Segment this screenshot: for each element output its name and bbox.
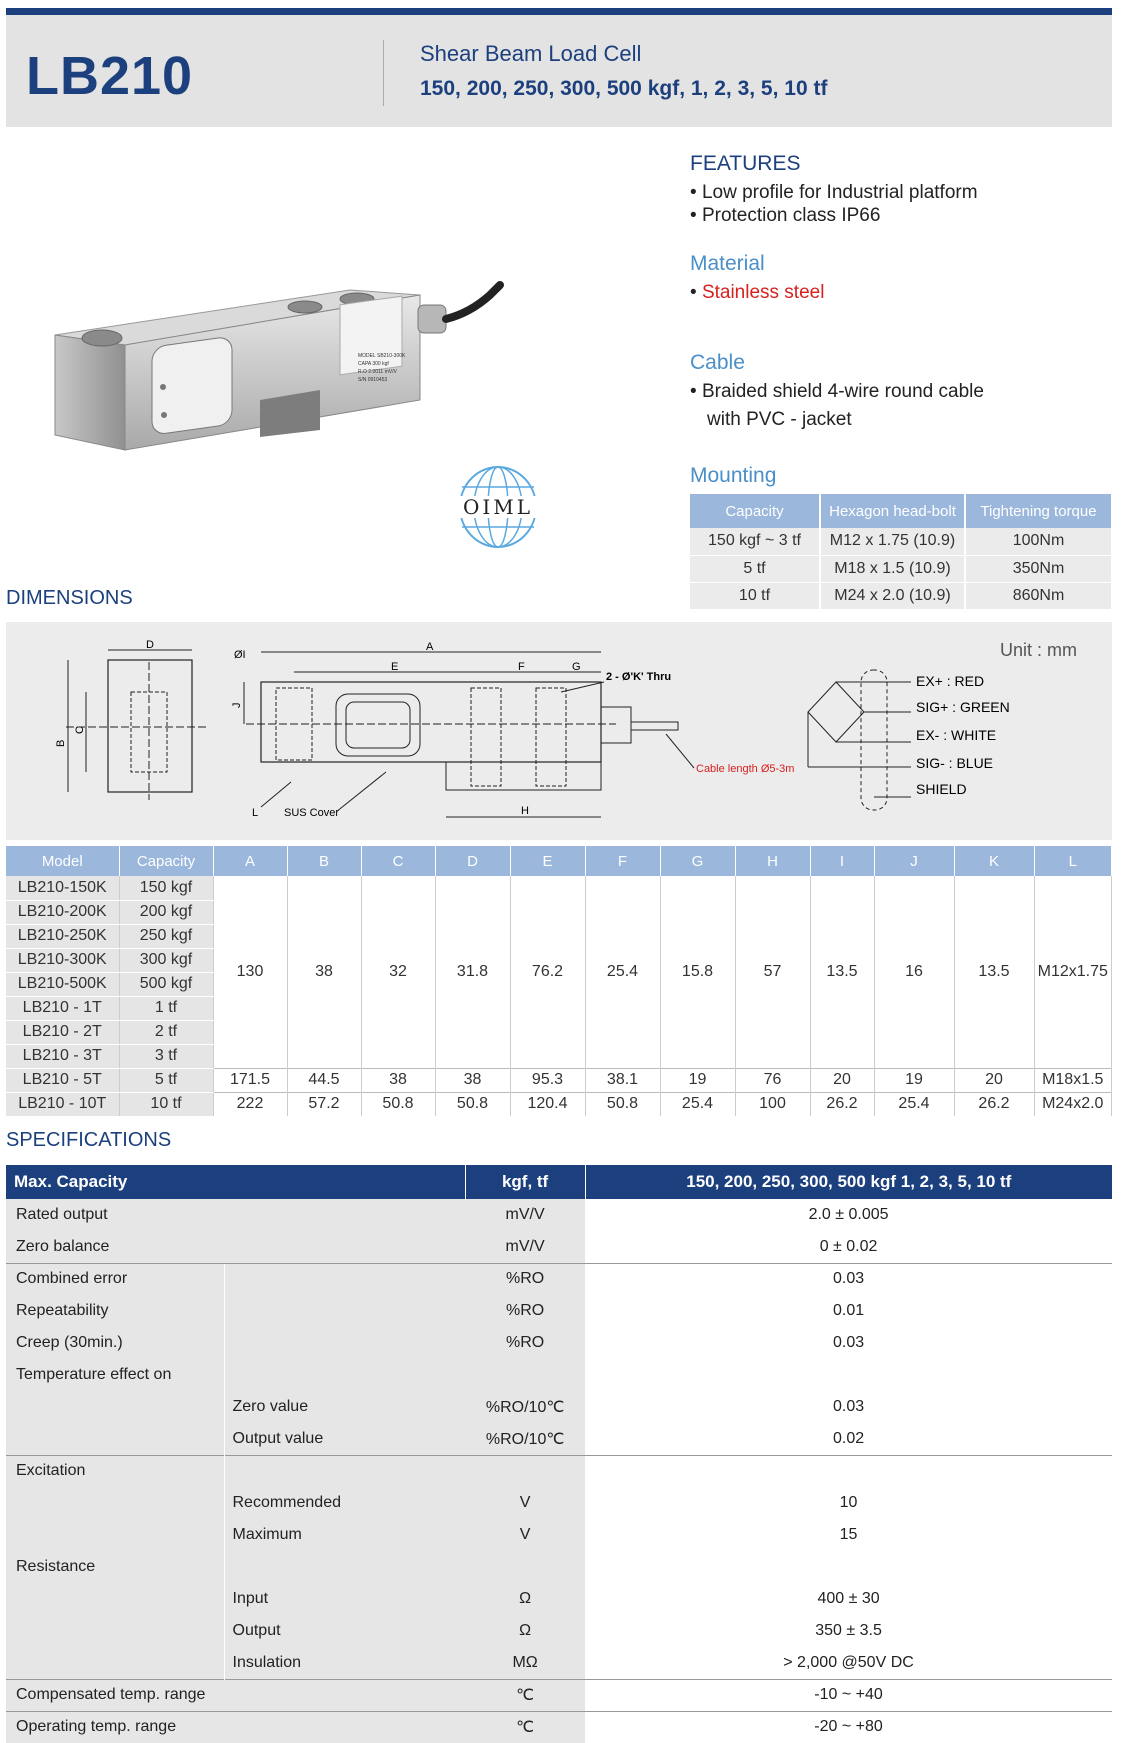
svg-text:ØI: ØI bbox=[234, 649, 246, 661]
table-row: LB210 - 5T 5 tf 171.5 44.5 38 38 95.3 38.1 19 76 20 19 20 M18x1.5 bbox=[6, 1068, 1112, 1092]
oiml-logo bbox=[450, 462, 546, 552]
col-g: G bbox=[660, 846, 735, 876]
mounting-table bbox=[690, 494, 1113, 610]
table-row: Output Ω 350 ± 3.5 bbox=[6, 1615, 1112, 1647]
table-row bbox=[690, 528, 1112, 555]
svg-text:B: B bbox=[55, 739, 67, 747]
label-line-3: R.O 2.0011 mV/V bbox=[358, 369, 397, 375]
col-d: D bbox=[435, 846, 510, 876]
cable-item: • Braided shield 4-wire round cable bbox=[690, 381, 984, 402]
oiml-text: OIML bbox=[462, 495, 534, 519]
spec-head-param: Max. Capacity bbox=[6, 1165, 465, 1199]
col-l: L bbox=[1034, 846, 1112, 876]
col-h: H bbox=[735, 846, 810, 876]
unit-label: Unit : mm bbox=[999, 640, 1077, 660]
svg-text:L: L bbox=[252, 807, 259, 819]
svg-text:D: D bbox=[146, 639, 154, 651]
col-c: C bbox=[361, 846, 435, 876]
col-f: F bbox=[585, 846, 660, 876]
table-row: Resistance bbox=[6, 1551, 1112, 1583]
table-row bbox=[690, 555, 1112, 582]
wire-sig-plus: SIG+ : GREEN bbox=[916, 699, 1010, 715]
cable-heading: Cable bbox=[690, 351, 745, 374]
cell: 350Nm bbox=[965, 555, 1112, 582]
table-row: Repeatability %RO 0.01 bbox=[6, 1295, 1112, 1327]
cell: M18 x 1.5 (10.9) bbox=[820, 555, 965, 582]
header-divider bbox=[383, 40, 384, 106]
dimension-drawing-panel bbox=[6, 622, 1112, 840]
spec-head-unit: kgf, tf bbox=[465, 1165, 585, 1199]
table-row: Maximum V 15 bbox=[6, 1519, 1112, 1551]
svg-text:F: F bbox=[518, 661, 525, 673]
wire-sig-minus: SIG- : BLUE bbox=[916, 755, 994, 771]
col-j: J bbox=[874, 846, 954, 876]
table-row: Temperature effect on bbox=[6, 1359, 1112, 1391]
col-model: Model bbox=[6, 846, 119, 876]
dimension-drawing bbox=[6, 622, 1112, 840]
table-row: LB210 - 2T 2 tf bbox=[6, 1020, 1112, 1044]
cell: 150 kgf ~ 3 tf bbox=[690, 528, 820, 555]
mount-col-capacity: Capacity bbox=[690, 494, 820, 528]
mount-col-torque: Tightening torque bbox=[965, 494, 1112, 528]
table-row: Operating temp. range ℃ -20 ~ +80 bbox=[6, 1711, 1112, 1743]
svg-text:A: A bbox=[426, 641, 434, 653]
wire-ex-minus: EX- : WHITE bbox=[916, 727, 997, 743]
table-row: Combined error %RO 0.03 bbox=[6, 1263, 1112, 1295]
cable-item-cont: with PVC - jacket bbox=[707, 409, 852, 430]
table-row: LB210-300K 300 kgf bbox=[6, 948, 1112, 972]
load-cell-photo bbox=[40, 275, 560, 465]
table-row: Compensated temp. range ℃ -10 ~ +40 bbox=[6, 1679, 1112, 1711]
cell: M12 x 1.75 (10.9) bbox=[820, 528, 965, 555]
wire-ex-plus: EX+ : RED bbox=[916, 673, 985, 689]
label-line-1: MODEL SB210-300K bbox=[358, 353, 406, 359]
table-row: Zero value %RO/10℃ 0.03 bbox=[6, 1391, 1112, 1423]
feature-item: • Protection class IP66 bbox=[690, 205, 881, 226]
table-row: Input Ω 400 ± 30 bbox=[6, 1583, 1112, 1615]
svg-text:Cable length Ø5-3m: Cable length Ø5-3m bbox=[696, 763, 795, 775]
material-heading: Material bbox=[690, 252, 765, 275]
table-row: Creep (30min.) %RO 0.03 bbox=[6, 1327, 1112, 1359]
mounting-heading: Mounting bbox=[690, 464, 777, 487]
label-line-2: CAPA 300 kgf bbox=[358, 361, 389, 367]
table-row: Rated output mV/V 2.0 ± 0.005 bbox=[6, 1199, 1112, 1231]
dimensions-heading: DIMENSIONS bbox=[6, 587, 133, 609]
svg-text:2 - Ø'K' Thru: 2 - Ø'K' Thru bbox=[606, 671, 672, 683]
svg-text:G: G bbox=[572, 661, 581, 673]
wire-shield: SHIELD bbox=[916, 781, 967, 797]
table-row: LB210 - 1T 1 tf bbox=[6, 996, 1112, 1020]
col-capacity: Capacity bbox=[119, 846, 213, 876]
page-header bbox=[6, 15, 1112, 127]
capacity-range: 150, 200, 250, 300, 500 kgf, 1, 2, 3, 5, 10 tf bbox=[420, 77, 828, 100]
dimensions-table bbox=[6, 846, 1112, 1117]
cell: 10 tf bbox=[690, 582, 820, 609]
model-title: LB210 bbox=[26, 46, 194, 106]
table-row: LB210-150K 150 kgf 130 38 32 31.8 76.2 25.4 15.8 57 13.5 16 13.5 M12x1.75 bbox=[6, 876, 1112, 900]
table-row: Zero balance mV/V 0 ± 0.02 bbox=[6, 1231, 1112, 1263]
cell: 100Nm bbox=[965, 528, 1112, 555]
label-line-4: S/N 0910453 bbox=[358, 377, 388, 383]
svg-text:C: C bbox=[74, 726, 86, 734]
cell: 5 tf bbox=[690, 555, 820, 582]
table-row: Insulation MΩ > 2,000 @50V DC bbox=[6, 1647, 1112, 1679]
svg-text:H: H bbox=[521, 805, 529, 817]
col-a: A bbox=[213, 846, 287, 876]
table-row bbox=[690, 582, 1112, 609]
table-row: LB210-250K 250 kgf bbox=[6, 924, 1112, 948]
specifications-heading: SPECIFICATIONS bbox=[6, 1129, 172, 1151]
table-row: LB210-200K 200 kgf bbox=[6, 900, 1112, 924]
table-row: LB210 - 10T 10 tf 222 57.2 50.8 50.8 120.4 50.8 25.4 100 26.2 25.4 26.2 M24x2.0 bbox=[6, 1092, 1112, 1116]
top-accent-bar bbox=[6, 8, 1112, 15]
features-heading: FEATURES bbox=[690, 152, 801, 175]
table-row: Output value %RO/10℃ 0.02 bbox=[6, 1423, 1112, 1455]
table-row: LB210-500K 500 kgf bbox=[6, 972, 1112, 996]
table-row: LB210 - 3T 3 tf bbox=[6, 1044, 1112, 1068]
col-k: K bbox=[954, 846, 1034, 876]
spec-head-value: 150, 200, 250, 300, 500 kgf 1, 2, 3, 5, 10 tf bbox=[585, 1165, 1112, 1199]
product-type: Shear Beam Load Cell bbox=[420, 41, 642, 66]
specifications-table bbox=[6, 1165, 1112, 1743]
feature-item: • Low profile for Industrial platform bbox=[690, 182, 978, 203]
table-row: Recommended V 10 bbox=[6, 1487, 1112, 1519]
svg-text:J: J bbox=[231, 702, 243, 708]
svg-text:SUS Cover: SUS Cover bbox=[284, 807, 340, 819]
material-item: • Stainless steel bbox=[690, 282, 825, 303]
mount-col-bolt: Hexagon head-bolt bbox=[820, 494, 965, 528]
col-i: I bbox=[810, 846, 874, 876]
svg-text:E: E bbox=[391, 661, 399, 673]
cell: M24 x 2.0 (10.9) bbox=[820, 582, 965, 609]
col-e: E bbox=[510, 846, 585, 876]
cell: 860Nm bbox=[965, 582, 1112, 609]
table-row: Excitation bbox=[6, 1455, 1112, 1487]
col-b: B bbox=[287, 846, 361, 876]
